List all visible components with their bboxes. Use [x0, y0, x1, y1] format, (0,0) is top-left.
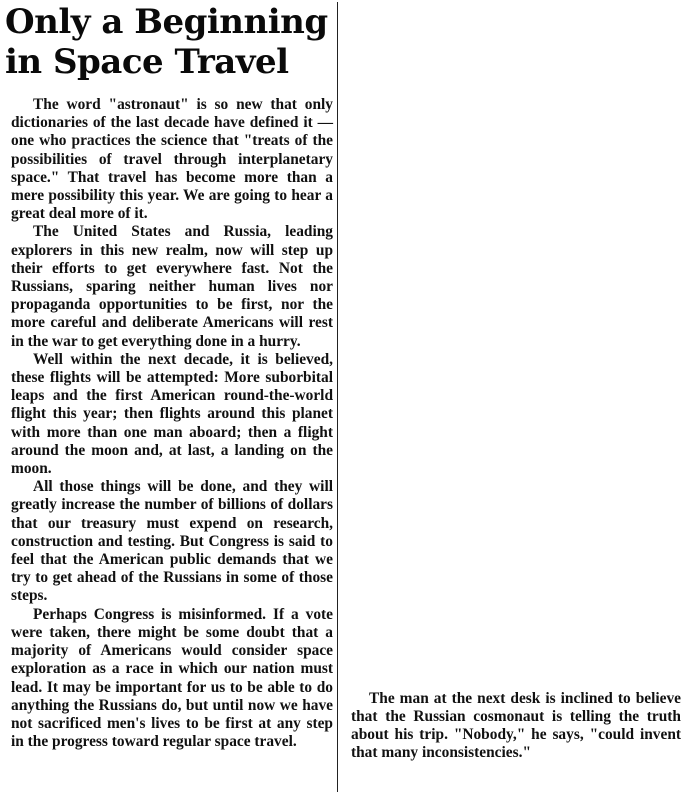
paragraph-5: Perhaps Congress is misinformed. If a vote were taken, there might be some doubt that a majority of Americans would consider space exploration as a race in which our nation must lead. It may be important for us to be able to do anything the Russians do, but until now we have not sacrificed men's lives to be first at any step in the progress toward regular space travel. [11, 605, 333, 751]
headline-line-2: in Space Travel [5, 42, 289, 82]
headline [5, 2, 333, 82]
paragraph-2: The United States and Russia, leading explorers in this new realm, now will step up their efforts to get everywhere fast. Not the Russians, sparing neither human lives nor propaganda opportunities to be first, nor the more careful and deliberate Americans will rest in the war to get everything done in a hurry. [11, 223, 333, 350]
paragraph-3: Well within the next decade, it is believed, these flights will be attempted: More suborbital leaps and the first American round-the-world flight this year; then flights around this planet with more than one man aboard; then a flight around the moon and, at last, a landing on the moon. [11, 350, 333, 478]
paragraph-1: The word "astronaut" is so new that only dictionaries of the last decade have defined it —one who practices the science that "treats of the possibilities of travel through interplanetary space." That travel has become more than a mere possibility this year. We are going to hear a great deal more of it. [11, 96, 333, 223]
sidebar-paragraph: The man at the next desk is inclined to believe that the Russian cosmonaut is telling the truth about his trip. "Nobody," he says, "could invent that many inconsistencies." [351, 690, 681, 761]
article-column [5, 2, 338, 792]
paragraph-4: All those things will be done, and they will greatly increase the number of billions of dollars that our treasury must expend on research, construction and testing. But Congress is said to feel that the American public demands that we try to get ahead of the Russians in some of those steps. [11, 478, 333, 605]
headline-line-1: Only a Beginning [5, 2, 328, 42]
sidebar-column [351, 690, 681, 762]
article-body [11, 96, 333, 751]
